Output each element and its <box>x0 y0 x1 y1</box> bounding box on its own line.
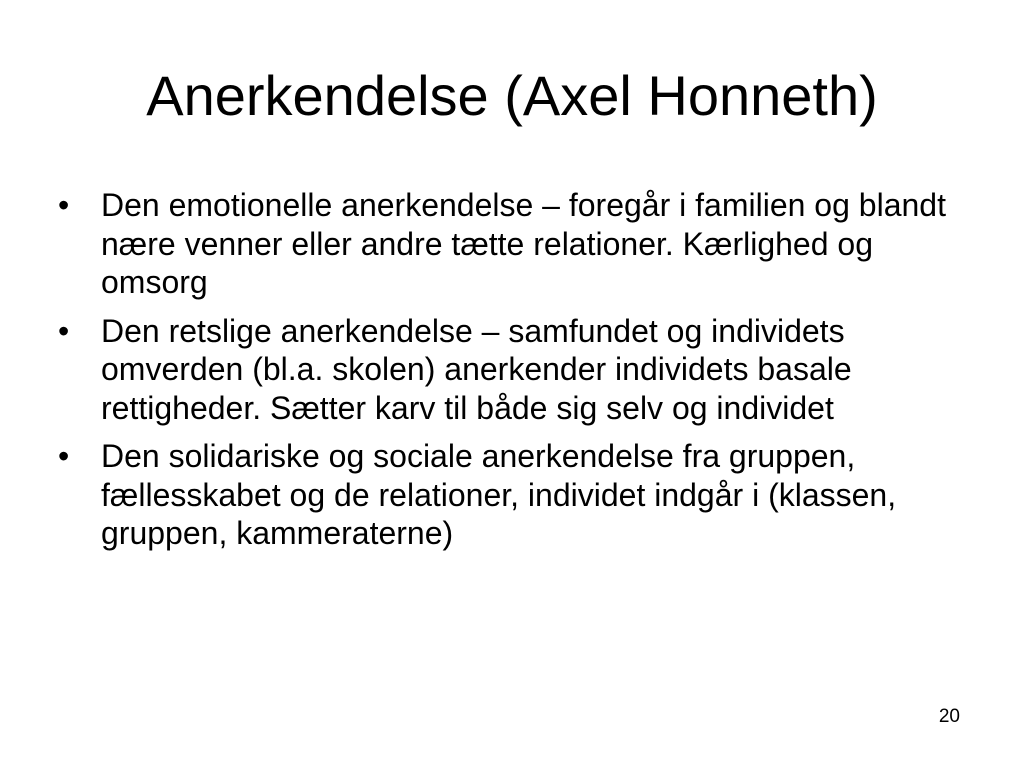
bullet-item-solidarity <box>58 437 978 553</box>
bullet-list <box>58 186 978 563</box>
page-number: 20 <box>938 706 960 727</box>
bullet-text: Den emotionelle anerkendelse – foregår i familien og blandt nære venner eller andre tætte relationer. Kærlighed og omsorg <box>101 187 946 300</box>
slide-title: Anerkendelse (Axel Honneth) <box>146 64 878 127</box>
bullet-icon: • <box>58 312 70 349</box>
bullet-text: Den retslige anerkendelse – samfundet og individets omverden (bl.a. skolen) anerkender individets basale rettigheder. Sætter karv til både sig selv og individet <box>101 312 852 426</box>
bullet-item-legal <box>58 312 978 428</box>
bullet-text: Den solidariske og sociale anerkendelse fra gruppen, fællesskabet og de relationer, individet indgår i (klassen, gruppen, kammeraterne) <box>101 438 897 551</box>
bullet-item-emotional <box>58 186 978 302</box>
bullet-icon: • <box>58 187 70 223</box>
bullet-icon: • <box>58 438 70 474</box>
